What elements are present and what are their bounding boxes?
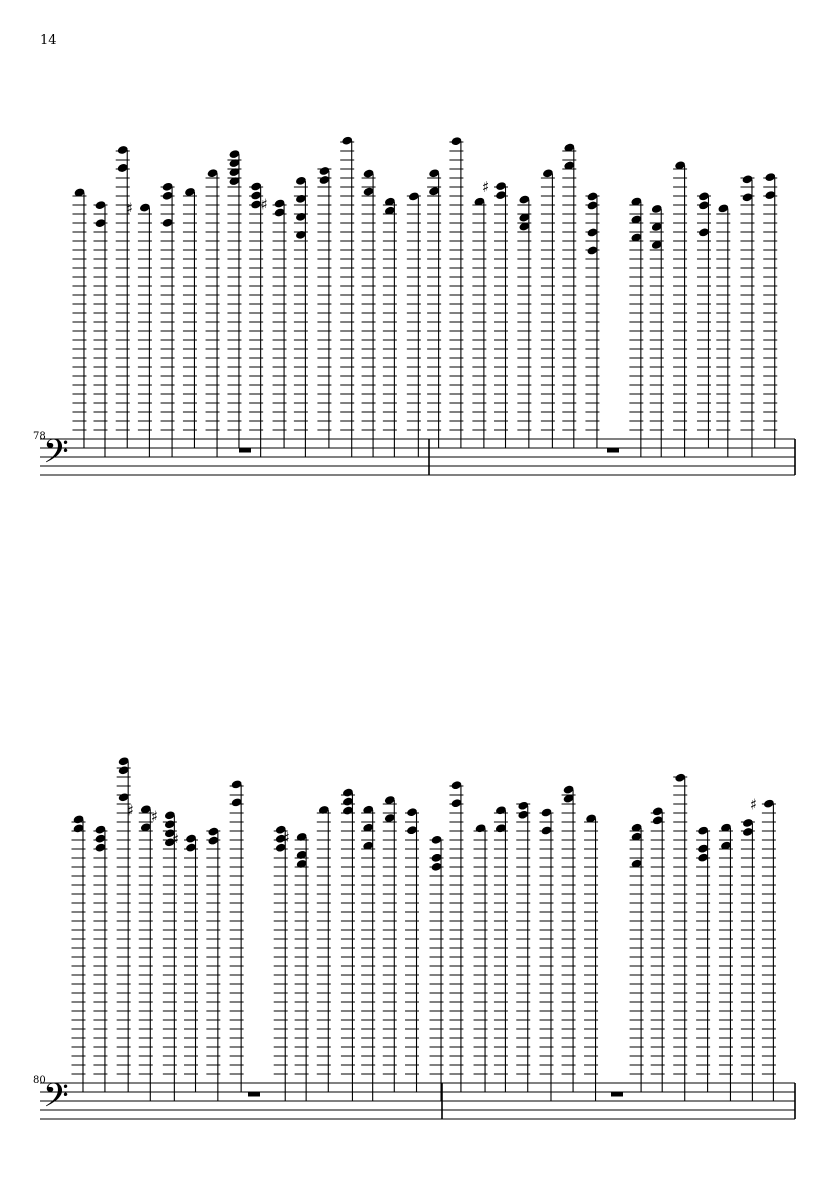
sharp-accidental: ♯ bbox=[260, 195, 268, 214]
sharp-accidental: ♯ bbox=[482, 178, 490, 197]
whole-rest bbox=[248, 1092, 260, 1097]
sharp-accidental: ♯ bbox=[150, 807, 159, 826]
sharp-accidental: ♯ bbox=[126, 801, 135, 820]
whole-rest bbox=[239, 448, 251, 453]
whole-rest bbox=[607, 448, 619, 453]
bass-clef: 𝄢 bbox=[43, 1077, 69, 1123]
page-number: 14 bbox=[40, 33, 57, 48]
sharp-accidental: ♯ bbox=[172, 830, 180, 849]
measure-number-system-2: 80 bbox=[33, 1075, 46, 1086]
sharp-accidental: ♯ bbox=[125, 199, 134, 218]
bass-clef: 𝄢 bbox=[43, 433, 69, 479]
measure-number-system-1: 78 bbox=[33, 431, 46, 442]
whole-rest bbox=[611, 1092, 623, 1097]
sharp-accidental: ♯ bbox=[749, 795, 758, 814]
sharp-accidental: ♯ bbox=[282, 828, 290, 847]
